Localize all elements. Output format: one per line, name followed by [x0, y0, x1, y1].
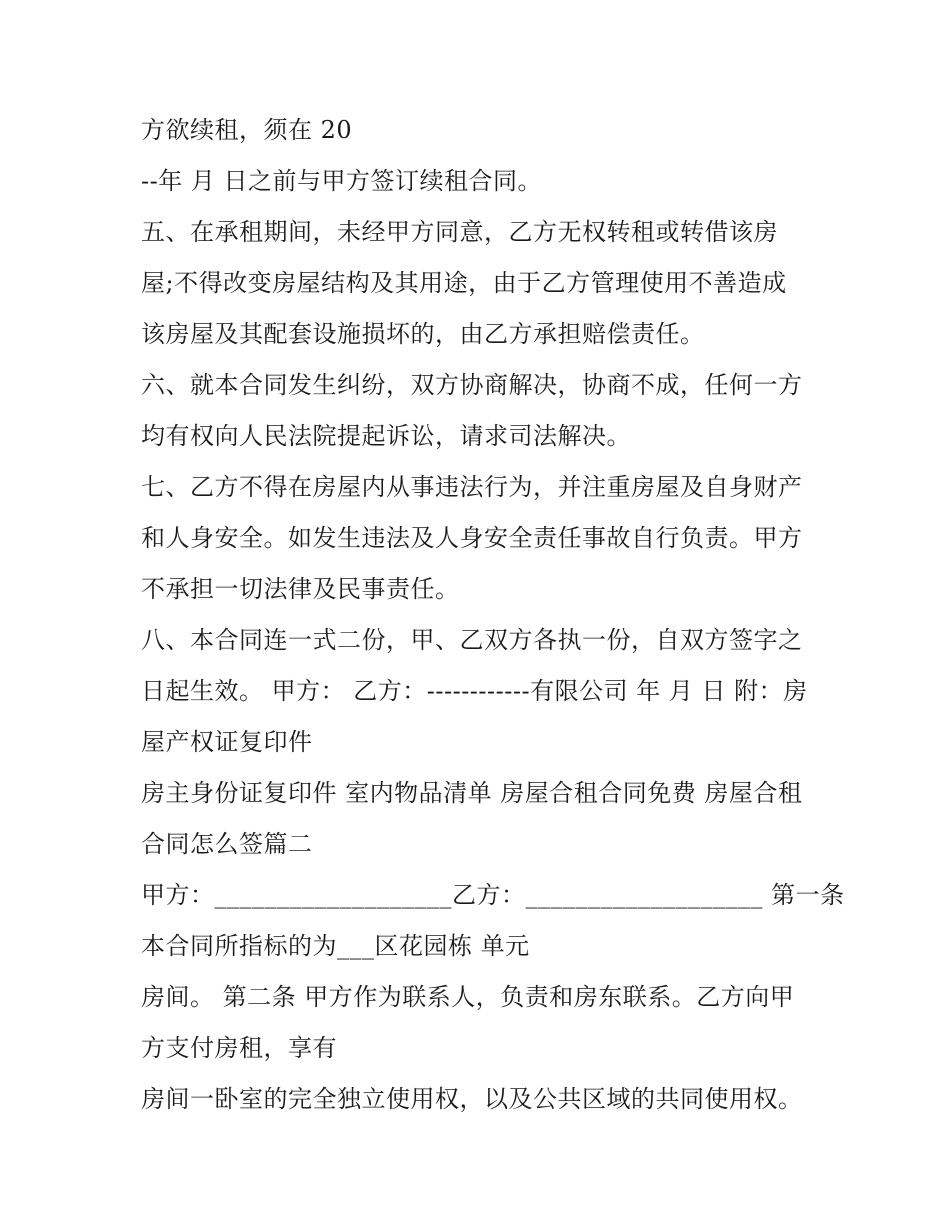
- text-line: 本合同所指标的为___区花园栋 单元: [141, 932, 530, 960]
- text-line: 六、就本合同发生纠纷，双方协商解决，协商不成，任何一方: [141, 371, 803, 399]
- text-line: 五、在承租期间，未经甲方同意，乙方无权转租或转借该房: [141, 218, 778, 246]
- text-line: 方支付房租，享有: [141, 1034, 337, 1062]
- text-line: 该房屋及其配套设施损坏的，由乙方承担赔偿责任。: [141, 320, 705, 348]
- text-line: 合同怎么签篇二: [141, 830, 313, 858]
- text-line: 日起生效。 甲方： 乙方：------------有限公司 年 月 日 附：房: [141, 677, 808, 705]
- text-line: 七、乙方不得在房屋内从事违法行为，并注重房屋及自身财产: [141, 473, 803, 501]
- text-line: 方欲续租，须在 20: [141, 116, 353, 144]
- text-line: 房间。 第二条 甲方作为联系人，负责和房东联系。乙方向甲: [141, 983, 795, 1011]
- text-line: 房主身份证复印件 室内物品清单 房屋合租合同免费 房屋合租: [141, 779, 803, 807]
- text-line: 八、本合同连一式二份，甲、乙双方各执一份，自双方签字之: [141, 626, 803, 654]
- text-line: 不承担一切法律及民事责任。: [141, 575, 460, 603]
- text-line: 均有权向人民法院提起诉讼，请求司法解决。: [141, 422, 631, 450]
- text-line: --年 月 日之前与甲方签订续租合同。: [141, 167, 542, 195]
- text-line: 屋;不得改变房屋结构及其用途，由于乙方管理使用不善造成: [141, 269, 787, 297]
- text-line: 和人身安全。如发生违法及人身安全责任事故自行负责。甲方: [141, 524, 803, 552]
- text-line: 甲方：___________________乙方：___________________ 第一条: [141, 881, 845, 909]
- text-line: 房间一卧室的完全独立使用权，以及公共区域的共同使用权。: [141, 1085, 803, 1113]
- text-line: 屋产权证复印件: [141, 728, 313, 756]
